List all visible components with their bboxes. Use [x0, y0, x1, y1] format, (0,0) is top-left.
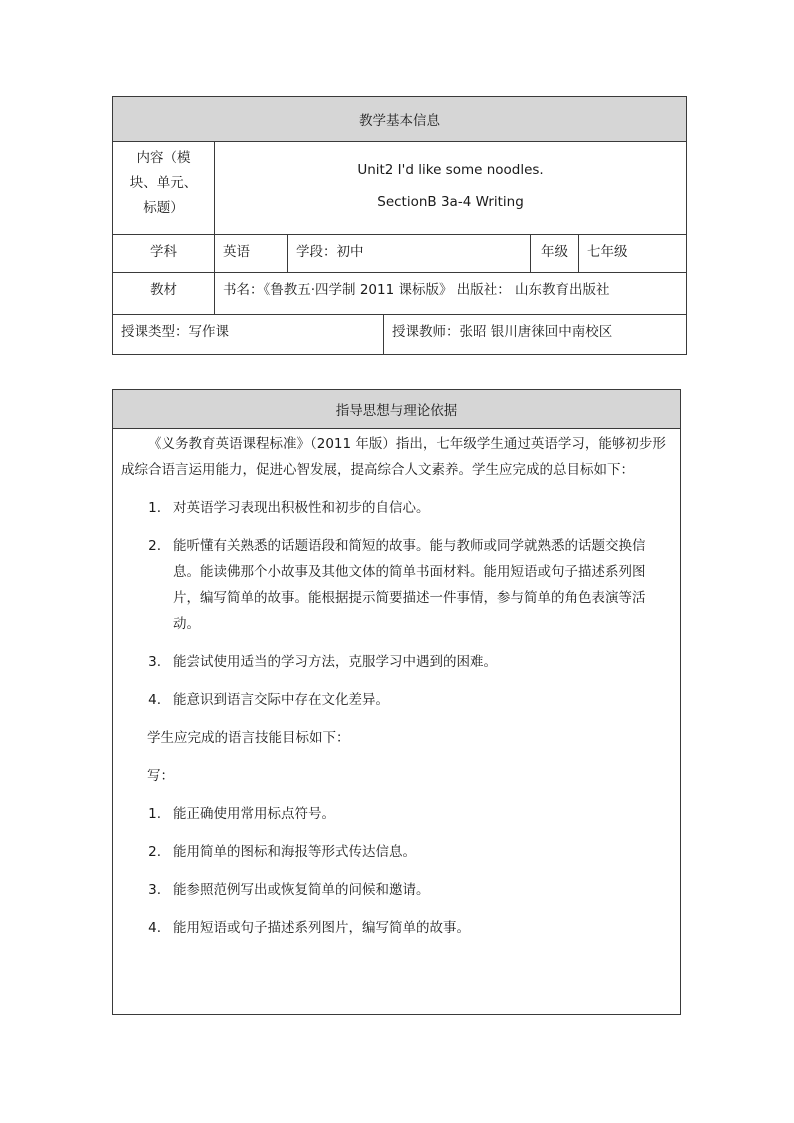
lesson-type: 授课类型：写作课	[113, 315, 384, 355]
content-value	[215, 142, 687, 235]
list-item: 2. 能听懂有关熟悉的话题语段和简短的故事。能与教师或同学就熟悉的话题交换信息。能读佛那个小故事及其他文体的简单书面材料。能用短语或句子描述系列图片，编写简单的故事。能根据提示简要描述一件事情，参与简单的角色表演等活动。	[148, 538, 646, 632]
list-item: 1. 能正确使用常用标点符号。	[148, 806, 335, 822]
teacher-info: 授课教师：张昭 银川唐徕回中南校区	[384, 315, 687, 355]
content-label	[113, 142, 215, 235]
basic-info-table	[112, 96, 687, 355]
grade-label: 年级	[531, 235, 579, 273]
guiding-title: 指导思想与理论依据	[113, 390, 681, 429]
list-item: 3. 能尝试使用适当的学习方法，克服学习中遇到的困难。	[148, 654, 497, 670]
writing-goals-list	[121, 801, 672, 941]
content-label-line: 内容（模	[136, 150, 191, 166]
writing-label: 写：	[147, 768, 174, 784]
subject-value: 英语	[215, 235, 288, 273]
general-goals-list	[121, 495, 672, 713]
section-title: SectionB 3a-4 Writing	[377, 194, 524, 210]
stage-value: 学段：初中	[288, 235, 531, 273]
guiding-table	[112, 389, 681, 1015]
list-item: 4. 能用短语或句子描述系列图片，编写简单的故事。	[148, 920, 470, 936]
grade-value: 七年级	[579, 235, 687, 273]
guiding-body	[113, 429, 681, 1015]
content-label-line: 标题）	[143, 200, 184, 216]
basic-info-title: 教学基本信息	[113, 97, 687, 142]
content-label-line: 块、单元、	[129, 175, 198, 191]
textbook-label: 教材	[113, 273, 215, 315]
list-item: 1. 对英语学习表现出积极性和初步的自信心。	[148, 500, 430, 516]
unit-title: Unit2 I'd like some noodles.	[357, 162, 544, 178]
list-item: 4. 能意识到语言交际中存在文化差异。	[148, 692, 389, 708]
list-item: 2. 能用简单的图标和海报等形式传达信息。	[148, 844, 416, 860]
intro-paragraph: 《义务教育英语课程标准》（2011 年版）指出，七年级学生通过英语学习，能够初步形成综合语言运用能力，促进心智发展，提高综合人文素养。学生应完成的总目标如下：	[121, 436, 666, 478]
textbook-value: 书名：《鲁教五·四学制 2011 课标版》 出版社： 山东教育出版社	[215, 273, 687, 315]
skills-intro: 学生应完成的语言技能目标如下：	[147, 730, 350, 746]
subject-label: 学科	[113, 235, 215, 273]
list-item: 3. 能参照范例写出或恢复简单的问候和邀请。	[148, 882, 430, 898]
